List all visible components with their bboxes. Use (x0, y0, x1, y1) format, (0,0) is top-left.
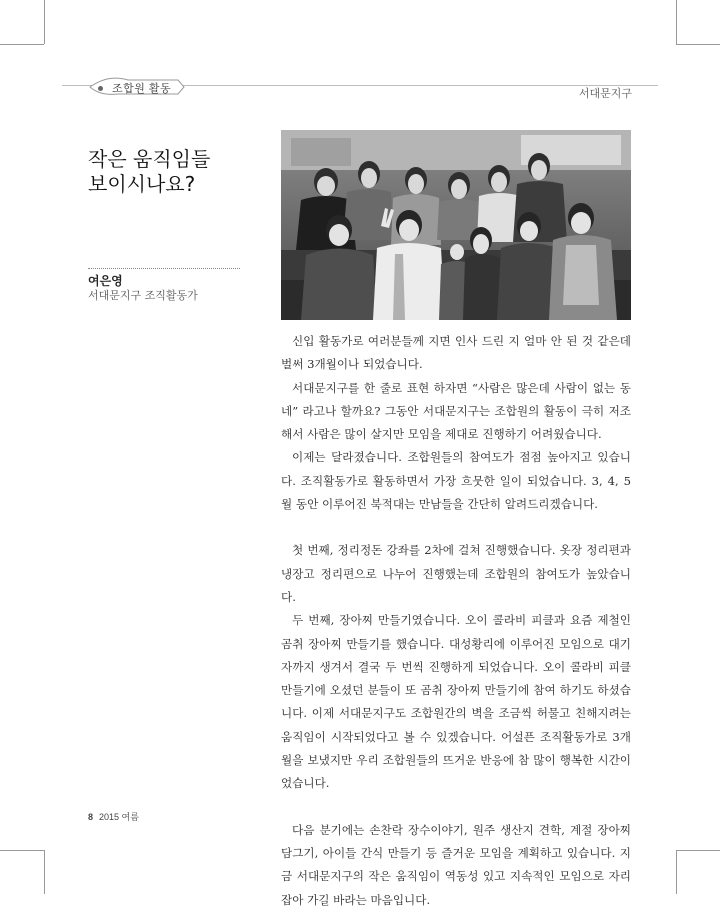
crop-mark (0, 44, 44, 45)
page-footer (88, 810, 139, 823)
bullet-icon (98, 86, 103, 91)
page-number: 8 (88, 812, 94, 822)
crop-mark (676, 0, 677, 44)
paragraph-gap (281, 516, 631, 539)
article-body (281, 330, 631, 912)
paragraph: 첫 번째, 정리정돈 강좌를 2차에 걸쳐 진행했습니다. 옷장 정리편과 냉장고 정리편으로 나누어 진행했는데 조합원의 참여도가 높았습니다. (281, 543, 631, 604)
crop-mark (676, 850, 677, 894)
section-label: 조합원 활동 (112, 83, 172, 95)
author-divider (88, 268, 240, 269)
paragraph: 두 번째, 장아찌 만들기였습니다. 오이 콜라비 피클과 요즘 제철인 곰취 장아찌 만들기를 했습니다. 대성황리에 이루어진 모임으로 대기자까지 생겨서 결국 두 번씩 진행하게 되었습니다. 오이 콜라비 피클 만들기에 오셨던 분들이 또 곰취 장아찌 만들기에 참여 하기도 하셨습니다. 이제 서대문지구도 조합원간의 벽을 조금씩 허물고 친해지려는 움직임이 시작되었다고 볼 수 있겠습니다. 어설픈 조직활동가로 3개월을 보냈지만 우리 조합원들의 뜨거운 반응에 참 많이 행복한 시간이었습니다. (281, 613, 631, 791)
crop-mark (44, 0, 45, 44)
author-name: 여은영 (88, 274, 123, 288)
crop-mark (676, 850, 720, 851)
paragraph-gap (281, 796, 631, 819)
paragraph: 신입 활동가로 여러분들께 지면 인사 드린 지 얼마 안 된 것 같은데 벌써 3개월이나 되었습니다. (281, 334, 631, 372)
paragraph: 다음 분기에는 손찬락 장수이야기, 원주 생산지 견학, 계절 장아찌 담그기, 아이들 간식 만들기 등 즐거운 모임을 계획하고 있습니다. 지금 서대문지구의 작은 움직임이 역동성 있고 지속적인 모임으로 자리 잡아 가길 바라는 마음입니다. (281, 822, 631, 907)
crop-mark (0, 850, 44, 851)
author-role: 서대문지구 조직활동가 (88, 289, 198, 302)
group-photo (281, 130, 631, 320)
crop-mark (676, 44, 720, 45)
paragraph: 서대문지구를 한 줄로 표현 하자면 “사람은 많은데 사람이 없는 동네” 라고나 할까요? 그동안 서대문지구는 조합원의 활동이 극히 저조해서 사람은 많이 살지만 모임을 제대로 진행하기 어려웠습니다. (281, 380, 631, 442)
issue-label: 2015 여름 (99, 812, 139, 822)
title-line: 작은 움직임들 (88, 147, 211, 171)
crop-mark (44, 850, 45, 894)
page-title (88, 147, 258, 197)
region-label: 서대문지구 (578, 88, 632, 100)
title-line: 보이시나요? (88, 172, 196, 196)
paragraph: 이제는 달라졌습니다. 조합원들의 참여도가 점점 높아지고 있습니다. 조직활동가로 활동하면서 가장 흐뭇한 일이 되었습니다. 3, 4, 5월 동안 이루어진 북적대는 만남들을 간단히 알려드리겠습니다. (281, 450, 631, 512)
